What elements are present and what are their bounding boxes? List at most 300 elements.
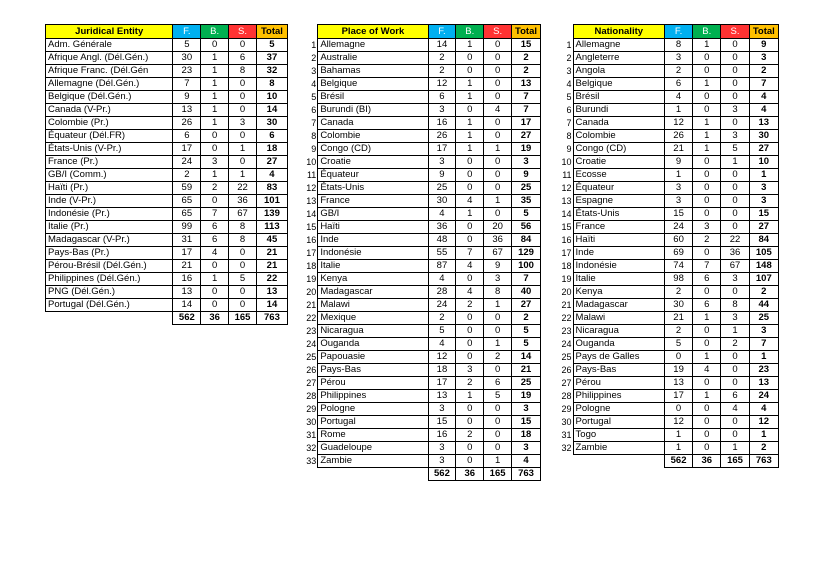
column-header-name: Place of Work	[318, 25, 428, 39]
table-row	[555, 104, 779, 117]
column-header-s: S.	[721, 25, 749, 39]
row-s-value: 0	[721, 78, 749, 91]
row-s-value: 20	[484, 221, 512, 234]
row-f-value: 21	[664, 312, 692, 325]
row-name: Pays de Galles	[573, 351, 664, 364]
row-total-value: 27	[749, 221, 778, 234]
row-f-value: 65	[173, 208, 201, 221]
table-row	[555, 91, 779, 104]
row-s-value: 0	[721, 169, 749, 182]
row-index: 7	[566, 118, 572, 128]
row-index: 26	[561, 365, 572, 375]
row-total-value: 56	[512, 221, 541, 234]
row-b-value: 0	[693, 52, 721, 65]
row-name: Brésil	[318, 91, 428, 104]
row-b-value: 1	[201, 52, 229, 65]
row-index: 5	[311, 92, 317, 102]
row-s-value: 0	[229, 91, 257, 104]
row-f-value: 30	[173, 52, 201, 65]
row-b-value: 1	[456, 117, 484, 130]
table-row	[555, 390, 779, 403]
row-name: Pérou	[573, 377, 664, 390]
row-index: 9	[311, 144, 317, 154]
total-grand: 763	[512, 468, 541, 481]
row-f-value: 3	[428, 442, 456, 455]
row-b-value: 0	[693, 65, 721, 78]
row-f-value: 1	[664, 169, 692, 182]
row-index: 16	[306, 235, 317, 245]
row-index: 31	[561, 430, 572, 440]
row-b-value: 6	[693, 273, 721, 286]
row-b-value: 7	[693, 260, 721, 273]
row-total-value: 84	[749, 234, 778, 247]
nationality-table	[555, 24, 779, 468]
row-s-value: 0	[484, 182, 512, 195]
table-row	[300, 312, 541, 325]
row-total-value: 100	[512, 260, 541, 273]
row-s-value: 0	[484, 429, 512, 442]
table-row	[300, 377, 541, 390]
row-s-value: 0	[229, 104, 257, 117]
totals-row	[46, 312, 288, 325]
table-row	[46, 273, 288, 286]
row-s-value: 1	[484, 143, 512, 156]
row-total-value: 107	[749, 273, 778, 286]
row-f-value: 13	[428, 390, 456, 403]
row-total-value: 30	[256, 117, 287, 130]
table-row	[46, 117, 288, 130]
row-s-value: 0	[484, 442, 512, 455]
table-row	[300, 143, 541, 156]
row-b-value: 4	[693, 364, 721, 377]
row-b-value: 0	[693, 338, 721, 351]
row-f-value: 0	[664, 351, 692, 364]
row-f-value: 3	[664, 52, 692, 65]
row-f-value: 4	[428, 273, 456, 286]
row-name: Angleterre	[573, 52, 664, 65]
column-header-b: B.	[693, 25, 721, 39]
row-index: 22	[306, 313, 317, 323]
row-name: Burundi	[573, 104, 664, 117]
row-s-value: 0	[229, 78, 257, 91]
row-s-value: 1	[484, 195, 512, 208]
header-row	[46, 25, 288, 39]
table-row	[555, 364, 779, 377]
row-name: Indonésie (Pr.)	[46, 208, 173, 221]
row-f-value: 36	[428, 221, 456, 234]
row-name: Angola	[573, 65, 664, 78]
row-name: Madagascar (V-Pr.)	[46, 234, 173, 247]
row-b-value: 1	[693, 312, 721, 325]
row-name: Haïti	[573, 234, 664, 247]
row-s-value: 22	[229, 182, 257, 195]
column-header-total: Total	[256, 25, 287, 39]
table-row	[300, 455, 541, 468]
row-f-value: 16	[428, 117, 456, 130]
table-row	[300, 390, 541, 403]
row-name: Portugal	[573, 416, 664, 429]
row-b-value: 0	[456, 325, 484, 338]
row-b-value: 3	[456, 364, 484, 377]
row-b-value: 4	[201, 247, 229, 260]
row-index: 20	[306, 287, 317, 297]
row-index: 2	[311, 53, 317, 63]
column-header-total: Total	[512, 25, 541, 39]
row-b-value: 1	[201, 65, 229, 78]
row-s-value: 0	[484, 208, 512, 221]
row-b-value: 0	[456, 156, 484, 169]
table-row	[555, 143, 779, 156]
row-index: 15	[561, 222, 572, 232]
row-total-value: 12	[749, 416, 778, 429]
row-name: Papouasie	[318, 351, 428, 364]
row-b-value: 4	[456, 195, 484, 208]
row-index: 29	[306, 404, 317, 414]
total-b: 36	[693, 455, 721, 468]
row-index: 8	[311, 131, 317, 141]
row-f-value: 3	[428, 156, 456, 169]
row-name: Guadeloupe	[318, 442, 428, 455]
row-b-value: 1	[693, 143, 721, 156]
row-b-value: 1	[693, 117, 721, 130]
row-total-value: 2	[512, 312, 541, 325]
row-b-value: 1	[693, 78, 721, 91]
row-b-value: 0	[201, 286, 229, 299]
row-s-value: 9	[484, 260, 512, 273]
table-row	[555, 286, 779, 299]
table-row	[46, 65, 288, 78]
row-f-value: 9	[664, 156, 692, 169]
row-index: 17	[306, 248, 317, 258]
row-index: 26	[306, 365, 317, 375]
row-f-value: 3	[664, 195, 692, 208]
row-total-value: 5	[256, 39, 287, 52]
total-s: 165	[484, 468, 512, 481]
row-total-value: 1	[749, 429, 778, 442]
row-f-value: 1	[664, 104, 692, 117]
row-index: 3	[566, 66, 572, 76]
table-row	[555, 234, 779, 247]
row-name: Nicaragua	[318, 325, 428, 338]
row-total-value: 3	[512, 442, 541, 455]
row-total-value: 15	[512, 416, 541, 429]
row-index: 1	[311, 40, 317, 50]
row-f-value: 26	[664, 130, 692, 143]
table-row	[300, 104, 541, 117]
row-name: Allemagne (Dél.Gén.)	[46, 78, 173, 91]
row-name: Congo (CD)	[318, 143, 428, 156]
table-row	[46, 182, 288, 195]
row-f-value: 87	[428, 260, 456, 273]
row-f-value: 13	[664, 377, 692, 390]
row-total-value: 7	[749, 338, 778, 351]
row-index: 4	[311, 79, 317, 89]
row-total-value: 30	[749, 130, 778, 143]
row-f-value: 24	[428, 299, 456, 312]
row-s-value: 0	[484, 156, 512, 169]
index-header	[300, 25, 318, 39]
row-total-value: 35	[512, 195, 541, 208]
row-b-value: 1	[201, 117, 229, 130]
row-f-value: 69	[664, 247, 692, 260]
row-total-value: 2	[749, 65, 778, 78]
table-row	[300, 429, 541, 442]
row-b-value: 0	[456, 52, 484, 65]
row-name: Adm. Générale	[46, 39, 173, 52]
table-row	[46, 286, 288, 299]
row-name: Belgique (Dél.Gén.)	[46, 91, 173, 104]
row-name: Pérou	[318, 377, 428, 390]
row-name: Afrique Angl. (Dél.Gén.)	[46, 52, 173, 65]
table-row	[555, 156, 779, 169]
row-f-value: 12	[428, 78, 456, 91]
row-f-value: 17	[428, 143, 456, 156]
column-header-f: F.	[664, 25, 692, 39]
column-header-b: B.	[201, 25, 229, 39]
row-b-value: 3	[693, 221, 721, 234]
row-f-value: 74	[664, 260, 692, 273]
row-total-value: 19	[512, 390, 541, 403]
row-total-value: 3	[749, 182, 778, 195]
row-b-value: 1	[456, 78, 484, 91]
row-s-value: 5	[229, 273, 257, 286]
row-s-value: 1	[721, 156, 749, 169]
row-s-value: 3	[721, 273, 749, 286]
row-f-value: 4	[664, 91, 692, 104]
row-f-value: 23	[173, 65, 201, 78]
row-s-value: 3	[229, 117, 257, 130]
row-b-value: 0	[456, 351, 484, 364]
row-s-value: 67	[484, 247, 512, 260]
table-row	[300, 273, 541, 286]
row-f-value: 30	[428, 195, 456, 208]
row-b-value: 2	[456, 429, 484, 442]
row-name: Canada	[573, 117, 664, 130]
row-name: Équateur (Dél.FR)	[46, 130, 173, 143]
row-b-value: 0	[201, 195, 229, 208]
table-row	[300, 403, 541, 416]
table-row	[555, 117, 779, 130]
row-f-value: 26	[428, 130, 456, 143]
row-b-value: 0	[693, 182, 721, 195]
table-row	[46, 130, 288, 143]
place-of-work-table	[300, 24, 541, 481]
row-index: 21	[561, 300, 572, 310]
totals-index-blank	[555, 455, 573, 468]
row-s-value: 8	[229, 221, 257, 234]
table-row	[46, 195, 288, 208]
header-row	[300, 25, 541, 39]
row-b-value: 0	[456, 416, 484, 429]
row-s-value: 1	[229, 169, 257, 182]
row-s-value: 0	[721, 39, 749, 52]
row-total-value: 83	[256, 182, 287, 195]
row-total-value: 25	[512, 377, 541, 390]
row-name: Philippines (Dél.Gén.)	[46, 273, 173, 286]
row-b-value: 1	[201, 104, 229, 117]
row-f-value: 25	[428, 182, 456, 195]
row-s-value: 6	[484, 377, 512, 390]
row-f-value: 9	[173, 91, 201, 104]
row-index: 21	[306, 300, 317, 310]
row-s-value: 3	[721, 312, 749, 325]
row-s-value: 36	[229, 195, 257, 208]
row-b-value: 2	[693, 234, 721, 247]
row-f-value: 2	[428, 52, 456, 65]
row-name: PNG (Dél.Gén.)	[46, 286, 173, 299]
row-b-value: 1	[201, 78, 229, 91]
row-total-value: 2	[512, 52, 541, 65]
column-header-f: F.	[173, 25, 201, 39]
row-f-value: 6	[173, 130, 201, 143]
table-row	[46, 208, 288, 221]
row-f-value: 5	[428, 325, 456, 338]
row-index: 25	[306, 352, 317, 362]
row-name: États-Unis (V-Pr.)	[46, 143, 173, 156]
row-b-value: 4	[456, 260, 484, 273]
row-index: 12	[306, 183, 317, 193]
row-f-value: 2	[428, 65, 456, 78]
row-b-value: 4	[456, 286, 484, 299]
row-s-value: 2	[721, 338, 749, 351]
row-name: Pérou-Brésil (Dél.Gén.)	[46, 260, 173, 273]
row-index: 7	[311, 118, 317, 128]
row-index: 20	[561, 287, 572, 297]
row-index: 2	[566, 53, 572, 63]
row-name: Kenya	[318, 273, 428, 286]
row-f-value: 98	[664, 273, 692, 286]
row-s-value: 0	[484, 169, 512, 182]
row-total-value: 2	[749, 286, 778, 299]
row-f-value: 3	[428, 455, 456, 468]
totals-row	[555, 455, 779, 468]
row-b-value: 0	[201, 260, 229, 273]
row-name: Bahamas	[318, 65, 428, 78]
row-name: Belgique	[318, 78, 428, 91]
row-name: Ecosse	[573, 169, 664, 182]
row-total-value: 14	[512, 351, 541, 364]
row-f-value: 65	[173, 195, 201, 208]
row-s-value: 0	[484, 78, 512, 91]
row-name: Madagascar	[318, 286, 428, 299]
row-b-value: 0	[693, 286, 721, 299]
table-row	[555, 130, 779, 143]
row-s-value: 1	[229, 143, 257, 156]
row-f-value: 2	[664, 65, 692, 78]
row-name: Afrique Franc. (Dél.Gén	[46, 65, 173, 78]
row-b-value: 0	[456, 403, 484, 416]
row-total-value: 5	[512, 325, 541, 338]
row-name: Haïti	[318, 221, 428, 234]
row-b-value: 0	[456, 169, 484, 182]
row-total-value: 18	[512, 429, 541, 442]
row-index: 23	[306, 326, 317, 336]
row-name: Colombie	[318, 130, 428, 143]
row-total-value: 21	[256, 247, 287, 260]
row-b-value: 6	[201, 221, 229, 234]
table-row	[555, 442, 779, 455]
row-index: 23	[561, 326, 572, 336]
row-b-value: 1	[693, 351, 721, 364]
table-row	[46, 169, 288, 182]
row-s-value: 0	[484, 117, 512, 130]
row-f-value: 17	[664, 390, 692, 403]
row-index: 32	[561, 443, 572, 453]
row-index: 19	[561, 274, 572, 284]
row-b-value: 0	[456, 455, 484, 468]
row-s-value: 0	[721, 117, 749, 130]
row-total-value: 19	[512, 143, 541, 156]
row-name: États-Unis	[318, 182, 428, 195]
row-total-value: 13	[749, 377, 778, 390]
row-total-value: 37	[256, 52, 287, 65]
row-b-value: 0	[693, 247, 721, 260]
table-row	[300, 169, 541, 182]
row-name: Philippines	[573, 390, 664, 403]
table-row	[555, 247, 779, 260]
row-total-value: 4	[749, 91, 778, 104]
table-row	[555, 429, 779, 442]
row-total-value: 9	[512, 169, 541, 182]
row-index: 19	[306, 274, 317, 284]
row-b-value: 1	[693, 39, 721, 52]
table-row	[300, 65, 541, 78]
table-row	[46, 234, 288, 247]
row-f-value: 14	[428, 39, 456, 52]
row-s-value: 3	[721, 130, 749, 143]
table-row	[555, 52, 779, 65]
row-name: Italie (Pr.)	[46, 221, 173, 234]
row-name: Croatie	[318, 156, 428, 169]
row-b-value: 1	[456, 143, 484, 156]
row-total-value: 21	[512, 364, 541, 377]
row-b-value: 0	[693, 377, 721, 390]
row-s-value: 5	[484, 390, 512, 403]
column-header-name: Juridical Entity	[46, 25, 173, 39]
row-total-value: 4	[512, 455, 541, 468]
row-s-value: 0	[721, 286, 749, 299]
row-s-value: 8	[229, 65, 257, 78]
row-s-value: 8	[484, 286, 512, 299]
row-b-value: 3	[201, 156, 229, 169]
row-index: 10	[306, 157, 317, 167]
row-b-value: 0	[201, 143, 229, 156]
row-f-value: 6	[428, 91, 456, 104]
column-header-total: Total	[749, 25, 778, 39]
row-b-value: 2	[201, 182, 229, 195]
row-f-value: 5	[173, 39, 201, 52]
row-total-value: 1	[749, 351, 778, 364]
table-row	[46, 78, 288, 91]
row-b-value: 0	[456, 65, 484, 78]
table-row	[555, 260, 779, 273]
row-name: Nicaragua	[573, 325, 664, 338]
row-index: 16	[561, 235, 572, 245]
row-name: Canada	[318, 117, 428, 130]
row-name: Portugal (Dél.Gén.)	[46, 299, 173, 312]
table-row	[300, 195, 541, 208]
table-row	[300, 234, 541, 247]
row-f-value: 24	[664, 221, 692, 234]
row-b-value: 2	[456, 299, 484, 312]
row-name: États-Unis	[573, 208, 664, 221]
row-index: 17	[561, 248, 572, 258]
row-s-value: 22	[721, 234, 749, 247]
row-name: Pologne	[318, 403, 428, 416]
row-b-value: 1	[456, 390, 484, 403]
row-b-value: 0	[456, 312, 484, 325]
row-name: Inde (V-Pr.)	[46, 195, 173, 208]
